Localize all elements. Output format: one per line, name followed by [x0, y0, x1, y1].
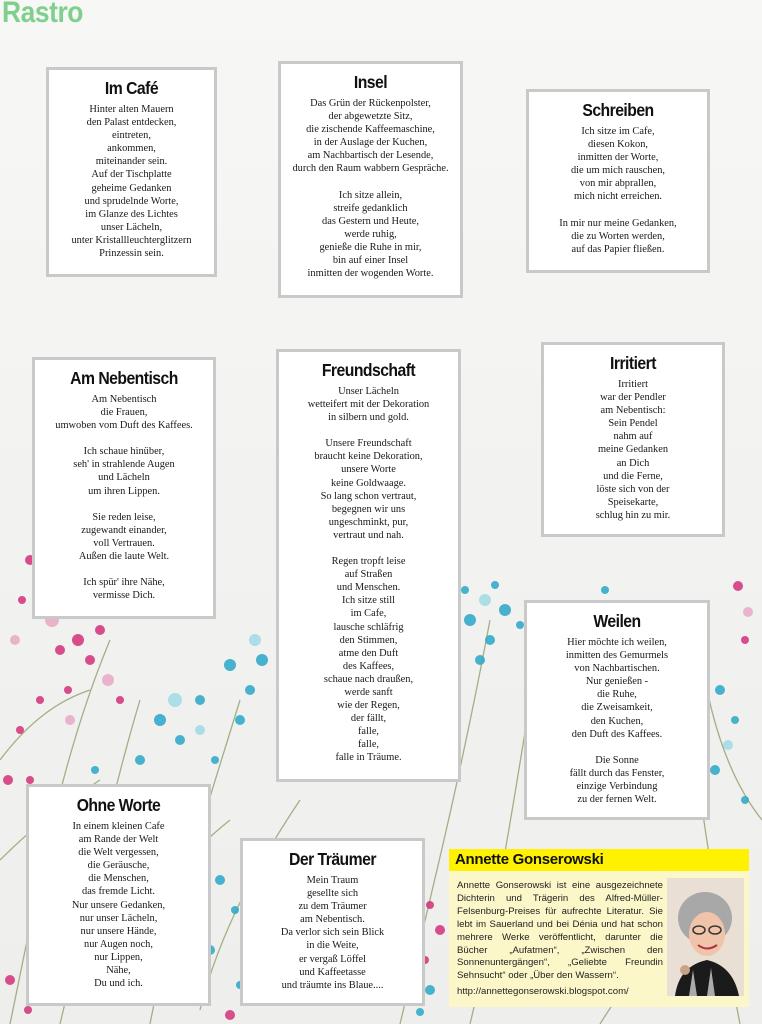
poem-line: um ihren Lippen.: [88, 485, 160, 497]
poem-line: In mir nur meine Gedanken,: [559, 217, 677, 229]
poem-line: zugewandt einander,: [81, 524, 167, 536]
poem-stanza: [41, 445, 207, 497]
poem-stanza: [285, 385, 452, 424]
poem-line: den Kuchen,: [590, 715, 644, 727]
poem-line: umwoben vom Duft des Kaffees.: [55, 420, 193, 432]
poem-line: nur Augen noch,: [84, 938, 153, 950]
poem-line: meine Gedanken: [597, 444, 669, 456]
poem-line: schlug hin zu mir.: [595, 509, 671, 521]
poem-insel: [278, 61, 463, 298]
poem-line: ankommen,: [107, 143, 156, 155]
poem-line: von Nachbartischen.: [574, 663, 660, 675]
poem-line: Nur unsere Gedanken,: [71, 899, 166, 911]
poem-stanza: [41, 576, 207, 602]
poem-stanza: [533, 636, 701, 741]
poem-stanza: [287, 97, 454, 176]
poem-line: inmitten der wogenden Worte.: [307, 268, 434, 280]
poem-line: Du und ich.: [94, 978, 143, 990]
poem-line: begegnen wir uns: [331, 503, 406, 515]
poem-title: Schreiben: [582, 100, 654, 120]
poem-title: Irritiert: [610, 353, 656, 373]
poem-line: und die Ferne,: [603, 470, 663, 482]
poem-line: Speisekarte,: [607, 496, 659, 508]
poem-line: falle,: [357, 726, 380, 738]
poem-line: Da verlor sich sein Blick: [280, 927, 385, 939]
poem-line: Außen die laute Welt.: [78, 550, 170, 562]
poem-line: die Frauen,: [100, 407, 148, 419]
poem-line: lausche schläfrig: [333, 621, 404, 633]
poem-line: an Dich: [616, 457, 650, 469]
poem-line: streife gedanklich: [333, 202, 408, 214]
poem-line: und träumte ins Blaue....: [281, 979, 384, 991]
poem-line: unter Kristallleuchterglitzern: [71, 234, 192, 246]
poem-line: Das Grün der Rückenpolster,: [310, 98, 431, 109]
poem-line: wie der Regen,: [337, 700, 400, 712]
poem-line: der fällt,: [350, 713, 387, 725]
poem-line: Unser Lächeln: [338, 386, 399, 397]
poem-line: und Lächeln: [98, 472, 150, 484]
poem-line: werde sanft: [344, 686, 393, 698]
poem-line: durch den Raum wabbern Gespräche.: [292, 163, 449, 175]
author-bio-box: [449, 849, 749, 1007]
poem-title: Insel: [353, 72, 388, 92]
poem-line: und Menschen.: [336, 582, 401, 594]
poem-line: und sprudelnde Worte,: [84, 195, 179, 207]
poem-title: Ohne Worte: [76, 795, 161, 815]
poem-line: geheime Gedanken: [91, 182, 172, 194]
poem-line: vermisse Dich.: [92, 590, 156, 602]
poem-line: Ich spür' ihre Nähe,: [83, 577, 165, 589]
poem-freundschaft: [276, 349, 461, 782]
poem-title: Der Träumer: [289, 849, 376, 869]
poem-stanza: [535, 125, 701, 204]
poem-line: diesen Kokon,: [587, 139, 649, 151]
poem-line: nahm auf: [613, 431, 653, 443]
poem-line: in silbern und gold.: [328, 412, 409, 424]
poem-line: löste sich von der: [596, 483, 670, 495]
poem-line: am Nebentisch.: [300, 914, 365, 926]
poem-line: zu dem Träumer: [298, 901, 367, 913]
poem-ohne-worte: [26, 784, 211, 1006]
poem-line: zu der fernen Welt.: [577, 794, 657, 806]
poem-weilen: [524, 600, 710, 820]
poem-line: die zischende Kaffeemaschine,: [306, 124, 435, 136]
poem-line: Die Sonne: [595, 754, 639, 766]
poem-line: bin auf einer Insel: [332, 255, 409, 267]
poem-line: inmitten des Gemurmels: [565, 650, 669, 662]
poem-line: im Glanze des Lichtes: [85, 208, 178, 220]
poem-title: Weilen: [593, 611, 641, 631]
poem-line: nur unsere Hände,: [80, 925, 157, 937]
poem-stanza: [533, 754, 701, 806]
poem-line: Hinter alten Mauern: [89, 104, 174, 115]
poem-line: den Stimmen,: [339, 634, 398, 646]
poem-line: im Cafe,: [350, 608, 387, 620]
poem-line: die Ruhe,: [597, 689, 637, 701]
author-name: Annette Gonserowski: [449, 849, 749, 871]
author-bio-text: Annette Gonserowski ist eine ausgezeichnete Dichterin und Trägerin des Alfred-Müller-Felsenburg-Preises für aufrechte Literatur. Sie lebt im Sauerland und bei Dénia und hat schon mehrere Werke veröffentlicht, darunter die Bücher „Aufatmen“, „Zwischen den Sonnenuntergängen“, „Geliebte Freundin Sehnsucht“ oder „Über den Wassern“.: [457, 880, 663, 982]
poem-line: die um mich rauschen,: [570, 165, 666, 177]
poem-line: inmitten der Worte,: [577, 152, 659, 164]
poem-line: die Zweisamkeit,: [581, 702, 653, 714]
poem-line: und Kaffeetasse: [299, 966, 366, 978]
poem-irritiert: [541, 342, 725, 537]
poem-line: die Welt vergessen,: [78, 847, 159, 859]
poem-line: den Duft des Kaffees.: [571, 728, 663, 740]
poem-im-cafe: [46, 67, 217, 277]
poem-line: Mein Traum: [306, 875, 359, 886]
poem-line: die zu Worten werden,: [571, 230, 665, 242]
poem-am-nebentisch: [32, 357, 216, 619]
poem-stanza: [55, 103, 208, 260]
poem-line: einzige Verbindung: [576, 780, 658, 792]
poem-line: fällt durch das Fenster,: [569, 767, 665, 779]
poem-line: unser Lächeln,: [100, 221, 163, 233]
poem-line: Ich sitze still: [341, 595, 396, 607]
poem-line: Ich schaue hinüber,: [83, 446, 165, 458]
poem-line: voll Vertrauen.: [93, 537, 155, 549]
poem-line: keine Goldwaage.: [330, 477, 406, 489]
poem-line: In einem kleinen Cafe: [72, 821, 165, 832]
poem-line: nur unser Lächeln,: [79, 912, 158, 924]
poem-line: den Palast entdecken,: [86, 117, 177, 129]
poem-stanza: [41, 511, 207, 563]
poem-stanza: [535, 217, 701, 256]
brand-logo: Rastro: [2, 0, 83, 29]
poem-stanza: [285, 555, 452, 765]
poem-stanza: [285, 437, 452, 542]
author-portrait: [667, 878, 744, 996]
poem-line: Nur genießen -: [585, 676, 649, 688]
poem-line: braucht keine Dekoration,: [314, 451, 423, 463]
poem-title: Am Nebentisch: [70, 368, 178, 388]
poem-line: Regen tropft leise: [331, 556, 406, 568]
poem-line: Unsere Freundschaft: [325, 438, 412, 450]
poem-line: mich nicht erreichen.: [574, 191, 662, 203]
poem-line: Ich sitze allein,: [338, 189, 403, 201]
poem-line: er vergaß Löffel: [298, 953, 367, 965]
poem-line: nur Lippen,: [94, 951, 143, 963]
poem-title: Im Café: [104, 78, 159, 98]
poem-line: miteinander sein.: [95, 156, 168, 168]
poem-line: atme den Duft: [338, 647, 399, 659]
poem-line: seh' in strahlende Augen: [73, 459, 175, 471]
poem-line: Prinzessin sein.: [99, 248, 164, 260]
poem-line: wetteifert mit der Dekoration: [307, 399, 430, 411]
poem-line: Am Nebentisch: [91, 394, 157, 405]
poem-line: das Gestern und Heute,: [322, 215, 419, 227]
poem-line: in der Auslage der Kuchen,: [313, 137, 428, 149]
poem-line: schaue nach draußen,: [323, 673, 414, 685]
poem-title: Freundschaft: [321, 360, 416, 380]
poem-line: die Geräusche,: [87, 860, 150, 872]
poem-line: werde ruhig,: [344, 228, 397, 240]
poem-line: am Nebentisch:: [600, 405, 666, 417]
poem-line: Sein Pendel: [608, 418, 658, 430]
poem-line: gesellte sich: [306, 888, 359, 900]
poem-stanza: [35, 820, 202, 990]
poem-schreiben: [526, 89, 710, 273]
poem-line: So lang schon vertraut,: [320, 490, 417, 502]
poem-line: am Rande der Welt: [78, 834, 159, 846]
poem-line: unsere Worte: [341, 464, 396, 476]
poem-line: die Menschen,: [88, 873, 149, 885]
poem-line: eintreten,: [112, 130, 151, 142]
poem-line: auf Straßen: [344, 569, 393, 581]
poem-line: von mir abprallen,: [579, 178, 657, 190]
poem-line: des Kaffees,: [342, 660, 395, 672]
poem-stanza: [41, 393, 207, 432]
poem-stanza: [287, 189, 454, 281]
poem-line: genieße die Ruhe in mir,: [319, 241, 422, 253]
poem-line: ungeschminkt, pur,: [328, 516, 409, 528]
poem-line: in die Weite,: [306, 940, 359, 952]
poem-line: Ich sitze im Cafe,: [581, 126, 655, 137]
poem-stanza: [550, 378, 716, 522]
poem-line: das fremde Licht.: [82, 886, 155, 898]
poem-stanza: [249, 874, 416, 992]
poem-line: falle in Träume.: [335, 752, 402, 764]
poem-line: falle,: [357, 739, 380, 751]
poem-line: der abgewetzte Sitz,: [328, 111, 413, 123]
poem-line: auf das Papier fließen.: [571, 243, 665, 255]
poem-line: vertraut und nah.: [333, 529, 404, 541]
poem-line: Irritiert: [618, 379, 648, 390]
poem-line: Sie reden leise,: [92, 511, 156, 523]
poem-line: am Nachbartisch der Lesende,: [307, 150, 434, 162]
poem-line: Hier möchte ich weilen,: [567, 637, 667, 648]
poem-der-traeumer: [240, 838, 425, 1006]
poem-line: Auf der Tischplatte: [91, 169, 172, 181]
poem-line: Nähe,: [106, 965, 131, 977]
poem-line: war der Pendler: [600, 392, 666, 404]
author-blog-link[interactable]: http://annettegonserowski.blogspot.com/: [457, 986, 629, 997]
